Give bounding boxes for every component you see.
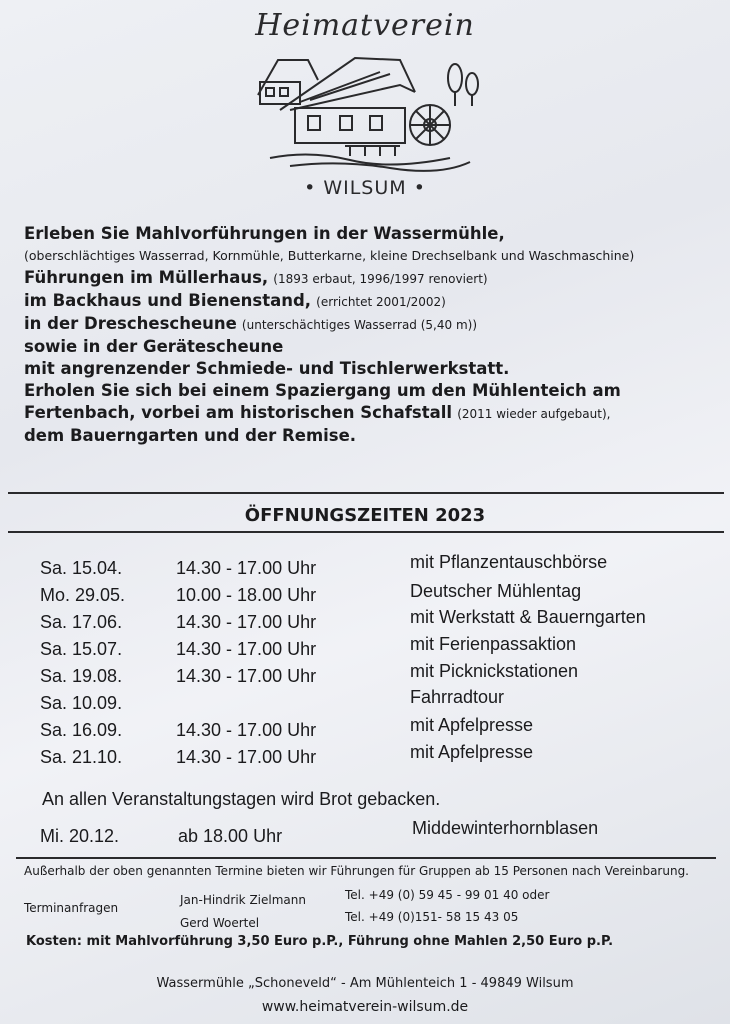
requests-label: Terminanfragen [24,901,119,915]
row-date: Sa. 19.08. [40,666,123,686]
row-date: Sa. 17.06. [40,612,123,632]
intro-text [24,223,714,447]
row-date: Sa. 10.09. [40,693,123,713]
intro-note: (unterschächtiges Wasserrad (5,40 m)) [241,318,477,332]
row-time: 14.30 - 17.00 Uhr [176,747,317,767]
intro-line: mit angrenzender Schmiede- und Tischlerwerkstatt. [24,359,510,378]
intro-line: Erleben Sie Mahlvorführungen in der Wassermühle, [24,224,505,243]
row-date: Sa. 21.10. [40,747,123,767]
bread-note: An allen Veranstaltungstagen wird Brot gebacken. [42,789,441,809]
row-date: Mi. 20.12. [40,826,120,846]
row-time: 14.30 - 17.00 Uhr [176,639,317,659]
row-date: Sa. 16.09. [40,720,123,740]
intro-line: in der Dreschescheune [24,314,237,333]
row-event: mit Pflanzentauschbörse [410,552,608,572]
intro-note: (errichtet 2001/2002) [316,295,446,309]
row-event: Deutscher Mühlentag [410,581,582,601]
address: Wassermühle „Schoneveld“ - Am Mühlenteich 1 - 49849 Wilsum [156,976,574,991]
costs: Kosten: mit Mahlvorführung 3,50 Euro p.P., Führung ohne Mahlen 2,50 Euro p.P. [26,934,614,949]
club-title: Heimatverein [255,8,475,43]
row-date: Mo. 29.05. [40,585,126,605]
row-event: mit Apfelpresse [410,742,534,762]
group-tours-note: Außerhalb der oben genannten Termine bieten wir Führungen für Gruppen ab 15 Personen nach Vereinbarung. [24,864,689,878]
divider [8,531,724,533]
row-time: 14.30 - 17.00 Uhr [176,666,317,686]
intro-note: (2011 wieder aufgebaut), [457,407,611,421]
row-time: 14.30 - 17.00 Uhr [176,720,317,740]
row-event: mit Werkstatt & Bauerngarten [410,607,646,627]
row-event: Middewinterhornblasen [412,818,599,838]
watermill-logo [250,50,490,175]
intro-line: Fertenbach, vorbei am historischen Schafstall [24,403,453,422]
row-date: Sa. 15.07. [40,639,123,659]
row-date: Sa. 15.04. [40,558,123,578]
intro-line: Erholen Sie sich bei einem Spaziergang um den Mühlenteich am [24,381,621,400]
row-time: 14.30 - 17.00 Uhr [176,558,317,578]
row-event: mit Picknickstationen [410,661,579,681]
intro-line: dem Bauerngarten und der Remise. [24,426,357,445]
contact-name: Jan-Hindrik Zielmann [180,893,306,907]
row-time: ab 18.00 Uhr [178,826,283,846]
intro-line: im Backhaus und Bienenstand, [24,291,312,310]
row-time: 14.30 - 17.00 Uhr [176,612,317,632]
hours-heading: ÖFFNUNGSZEITEN 2023 [244,505,486,526]
website-link[interactable]: www.heimatverein-wilsum.de [261,999,469,1015]
row-event: mit Apfelpresse [410,715,534,735]
intro-line: (oberschlächtiges Wasserrad, Kornmühle, Butterkarne, kleine Drechselbank und Waschmaschine) [24,248,635,263]
contact-phone: Tel. +49 (0)151- 58 15 43 05 [345,910,519,924]
contact-phone: Tel. +49 (0) 59 45 - 99 01 40 oder [345,888,550,902]
row-event: mit Ferienpassaktion [410,634,577,654]
intro-note: (1893 erbaut, 1996/1997 renoviert) [273,272,488,286]
contact-name: Gerd Woertel [180,916,260,930]
row-time: 10.00 - 18.00 Uhr [176,585,317,605]
divider [8,492,724,494]
intro-line: sowie in der Geräteschеune [24,337,284,356]
row-event: Fahrradtour [410,687,505,707]
intro-line: Führungen im Müllerhaus, [24,268,269,287]
divider [16,857,716,859]
location-name: • WILSUM • [304,177,426,199]
